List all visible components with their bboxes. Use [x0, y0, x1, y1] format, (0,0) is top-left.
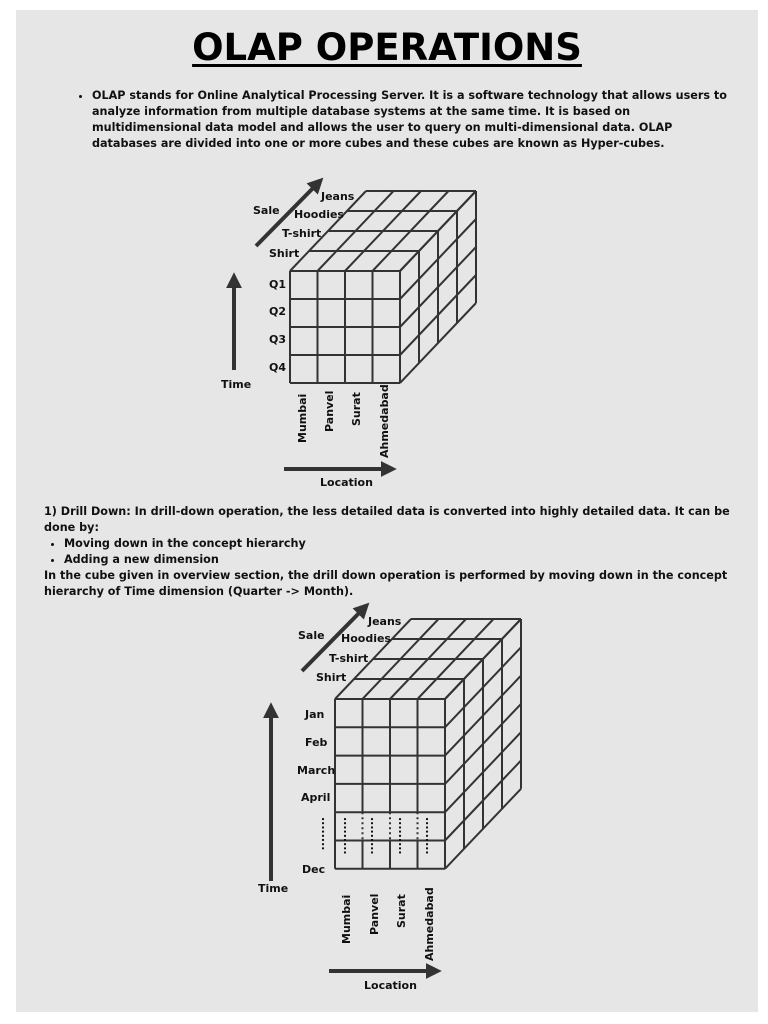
time-row-label: March [297, 764, 336, 777]
intro-paragraph: • OLAP stands for Online Analytical Processing Server. It is a software technology that allows users to analyze information from multiple database systems at the same time. It is based on multidimensional data model and allows the user to query on multi-dimensional data. OLAP databases are divided into one or more cubes and these cubes are known as Hyper-cubes. [92, 88, 732, 152]
sale-axis-label: Sale [253, 204, 280, 217]
page-title: OLAP OPERATIONS [192, 26, 582, 69]
product-label: Hoodies [294, 208, 344, 221]
location-label: Mumbai [296, 393, 309, 443]
drill-down-heading: 1) Drill Down: In drill-down operation, the less detailed data is converted into highly detailed data. It can be done by: [44, 505, 730, 534]
location-axis-label: Location [320, 476, 373, 489]
month-cube [258, 606, 521, 992]
product-label: Jeans [321, 190, 355, 203]
location-label: Ahmedabad [378, 384, 391, 458]
product-label: Shirt [316, 671, 347, 684]
drill-down-bullet: • Adding a new dimension [64, 552, 744, 568]
product-label: Hoodies [341, 632, 391, 645]
location-label: Ahmedabad [423, 887, 436, 961]
sale-axis-label: Sale [298, 629, 325, 642]
time-row-label: Feb [305, 736, 328, 749]
time-row-label: Jan [305, 708, 325, 721]
product-label: Shirt [269, 247, 300, 260]
location-label: Mumbai [340, 894, 353, 944]
ellipsis-cell: ......... [341, 817, 354, 855]
product-label: T-shirt [329, 652, 369, 665]
time-row-label: Dec [302, 863, 326, 876]
location-label: Panvel [323, 390, 336, 432]
ellipsis-cell: ......... [368, 817, 381, 855]
product-label: Jeans [368, 615, 402, 628]
time-row-label: Q3 [269, 333, 287, 346]
location-label: Surat [395, 894, 408, 928]
time-axis-label: Time [258, 882, 289, 895]
location-label: Surat [350, 392, 363, 426]
time-axis-label: Time [221, 378, 252, 391]
time-row-label: ........ [319, 817, 332, 851]
time-row-label: Q4 [269, 361, 287, 374]
drill-down-bullet: • Moving down in the concept hierarchy [64, 536, 744, 552]
location-axis-label: Location [364, 979, 417, 992]
time-row-label: April [301, 791, 331, 804]
product-label: T-shirt [282, 227, 322, 240]
drill-down-description: In the cube given in overview section, the drill down operation is performed by moving down in the concept hierarchy of Time dimension (Quarter -> Month). [44, 569, 728, 598]
location-label: Panvel [368, 893, 381, 935]
time-row-label: Q1 [269, 278, 287, 291]
ellipsis-cell: ......... [423, 817, 436, 855]
time-row-label: Q2 [269, 305, 287, 318]
ellipsis-cell: ......... [396, 817, 409, 855]
quarter-cube [221, 181, 476, 489]
